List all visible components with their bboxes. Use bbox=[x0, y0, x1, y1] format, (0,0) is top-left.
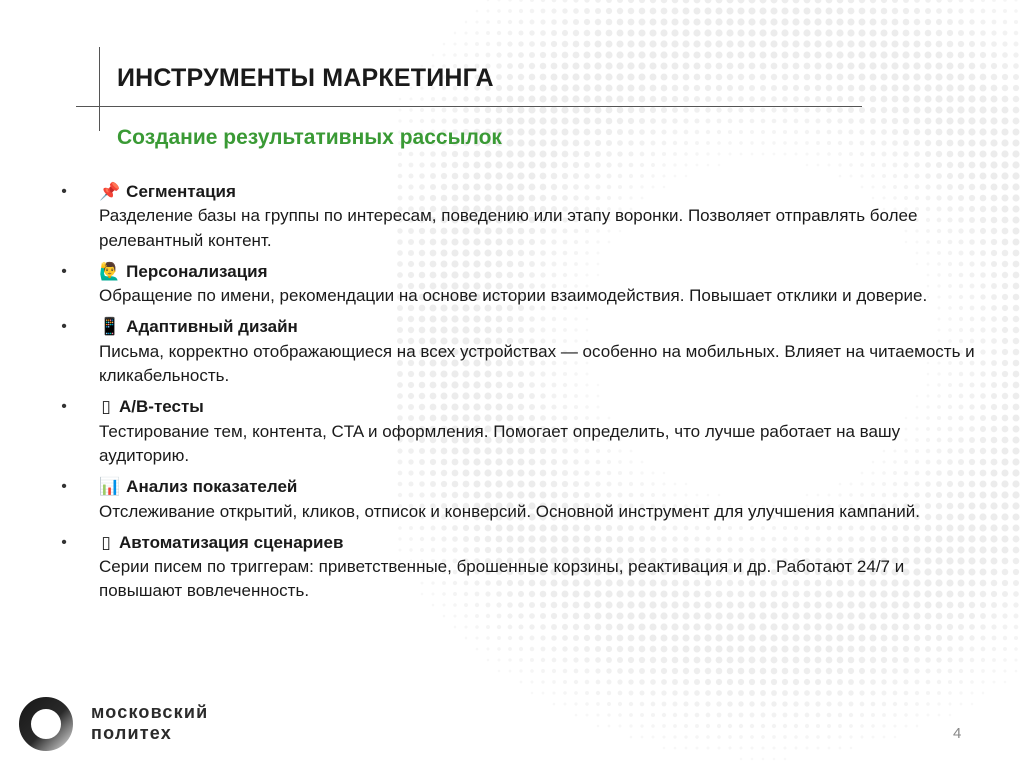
tools-list bbox=[0, 180, 1024, 611]
bullet: • bbox=[61, 398, 67, 416]
list-item-ab-tests bbox=[0, 395, 1024, 468]
mospolytech-logo-icon bbox=[16, 694, 76, 754]
item-description: Серии писем по триггерам: приветственные, брошенные корзины, реактивация и др. Работают 24/7 и повышают вовлеченность. bbox=[99, 557, 905, 601]
bullet: • bbox=[61, 262, 67, 280]
list-item-adaptive-design bbox=[0, 315, 1024, 388]
mobile-phone-icon: 📱 bbox=[99, 317, 121, 337]
item-description: Обращение по имени, рекомендации на основе истории взаимодействия. Повышает отклики и доверие. bbox=[99, 286, 928, 306]
item-title: Анализ показателей bbox=[126, 477, 298, 497]
list-item-analytics bbox=[0, 475, 1024, 524]
item-title: Адаптивный дизайн bbox=[126, 317, 298, 337]
title-vertical-rule bbox=[99, 47, 100, 131]
list-item-personalization bbox=[0, 260, 1024, 309]
item-description: Отслеживание открытий, кликов, отписок и конверсий. Основной инструмент для улучшения кампаний. bbox=[99, 501, 921, 521]
page-number: 4 bbox=[953, 725, 962, 742]
item-heading bbox=[99, 397, 204, 416]
person-raising-hand-icon: 🙋‍♂️ bbox=[99, 261, 121, 281]
item-heading bbox=[99, 182, 236, 201]
item-heading bbox=[99, 477, 297, 496]
slide-subtitle: Создание результативных рассылок bbox=[117, 126, 502, 149]
item-title: Сегментация bbox=[126, 182, 236, 201]
missing-glyph-icon: ▯ bbox=[101, 532, 111, 552]
bar-chart-icon: 📊 bbox=[99, 477, 121, 497]
brand-line-2: политех bbox=[91, 723, 172, 743]
item-description: Письма, корректно отображающиеся на всех устройствах — особенно на мобильных. Влияет на читаемость и кликабельность. bbox=[99, 341, 975, 386]
bullet: • bbox=[61, 533, 67, 551]
list-item-automation bbox=[0, 531, 1024, 604]
item-heading bbox=[99, 262, 268, 281]
list-item-segmentation bbox=[0, 180, 1024, 253]
missing-glyph-icon: ▯ bbox=[101, 397, 111, 417]
pushpin-icon: 📌 bbox=[99, 182, 121, 201]
bullet: • bbox=[61, 478, 67, 496]
item-title: Автоматизация сценариев bbox=[119, 532, 344, 552]
item-title: A/B-тесты bbox=[119, 397, 204, 417]
bullet: • bbox=[61, 183, 67, 200]
item-description: Тестирование тем, контента, CTA и оформления. Помогает определить, что лучше работает на вашу аудиторию. bbox=[99, 421, 901, 465]
title-horizontal-rule bbox=[76, 106, 862, 107]
item-title: Персонализация bbox=[126, 261, 268, 281]
slide-title: ИНСТРУМЕНТЫ МАРКЕТИНГА bbox=[117, 64, 494, 92]
item-heading bbox=[99, 533, 343, 552]
item-heading bbox=[99, 317, 298, 336]
brand-line-1: московский bbox=[91, 702, 209, 722]
bullet: • bbox=[61, 318, 67, 336]
brand-name bbox=[91, 702, 208, 744]
item-description: Разделение базы на группы по интересам, поведению или этапу воронки. Позволяет отправлять более релевантный контент. bbox=[99, 206, 918, 250]
